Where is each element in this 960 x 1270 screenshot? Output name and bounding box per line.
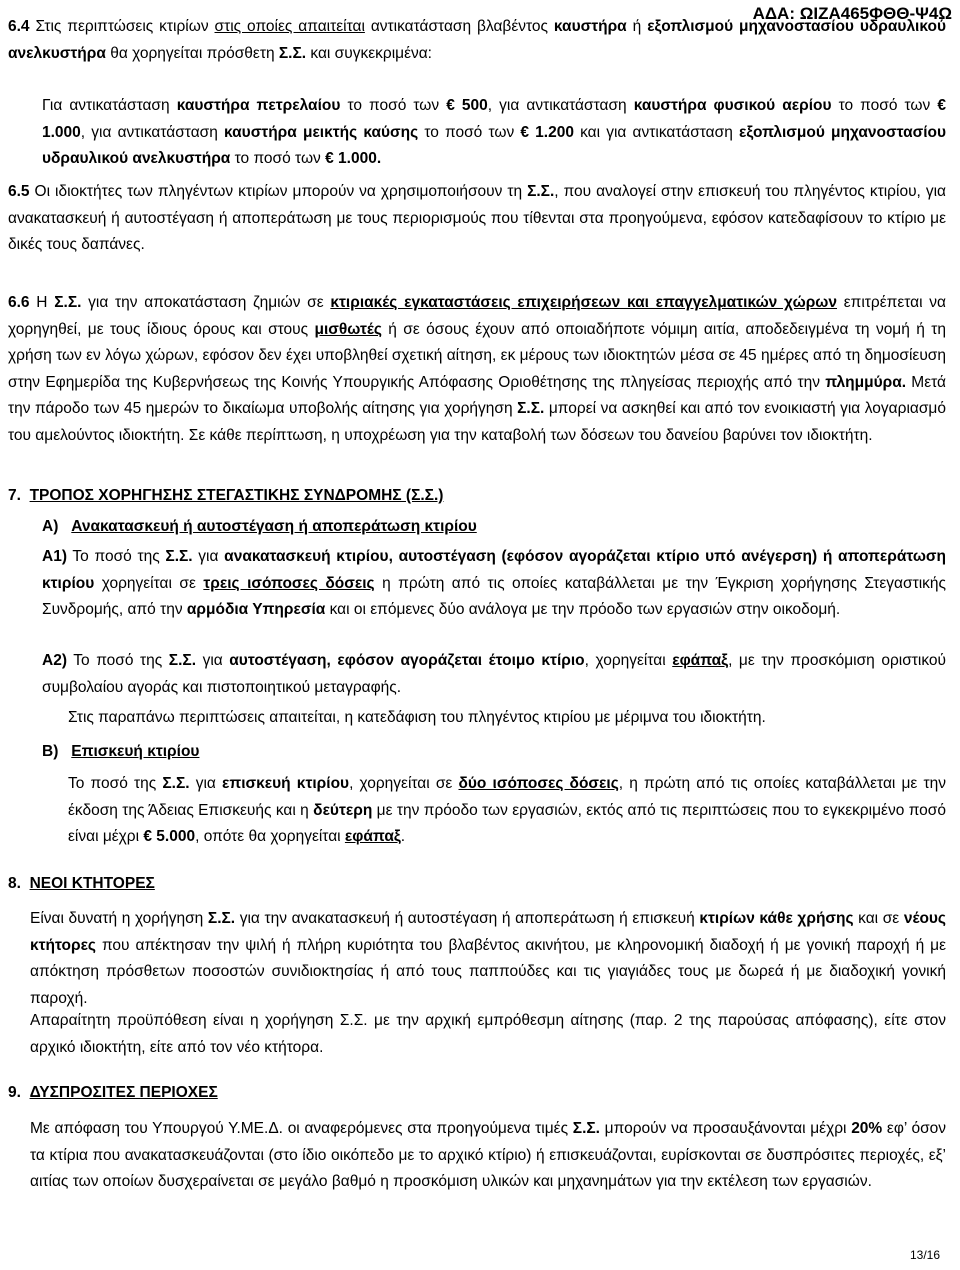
text-run: δεύτερη: [313, 801, 373, 819]
text-run: Σ.Σ.: [207, 910, 236, 927]
text-run: 6.5: [8, 183, 30, 200]
text-run: ανακατασκευή κτιρίου, αυτοστέγαση (εφόσον αγοράζεται κτίριο υπό ανέγερση) ή αποπεράτωση κτιρίου: [42, 548, 946, 592]
section-8-heading: [8, 871, 946, 898]
text-run: Το ποσό της: [66, 548, 166, 565]
text-run: καυστήρα πετρελαίου: [176, 97, 341, 114]
text-run: ή σε όσους έχουν από οποιαδήποτε νόμιμη αιτία, αποδεδειγμένα τη νομή ή τη χρήση των εν λόγω χώρων, εφόσον δεν έχει υποβληθεί σχετική αίτηση, εκ μέρους των ιδιοκτητών μέσα σε 45 ημέρες από τη δημοσίευση στην Εφημερίδα της Κυβερνήσεως της Κοινής Υπουργικής Απόφασης Οριοθέτησης της πληγείσας περιοχής από την: [8, 320, 946, 391]
ada-code: ΑΔΑ: ΩΙΖΑ465ΦΘΘ-Ψ4Ω: [752, 4, 952, 23]
text-run: Για αντικατάσταση: [42, 97, 177, 114]
text-run: μισθωτές: [314, 320, 382, 338]
text-run: Το ποσό της: [68, 775, 163, 792]
text-run: νέους κτήτορες: [30, 910, 946, 954]
text-run: επισκευή κτιρίου: [222, 775, 350, 792]
subsection-number: Α): [42, 518, 59, 535]
text-run: , με την προσκόμιση οριστικού συμβολαίου αγοράς και πιστοποιητικού μεταγραφής.: [42, 652, 947, 696]
text-run: η πρώτη από τις οποίες καταβάλλεται με την Έγκριση χορήγησης Στεγαστικής Συνδρομής, από την: [42, 574, 946, 618]
section-number: 9.: [8, 1084, 21, 1101]
text-run: δύο ισόποσες δόσεις: [458, 775, 619, 792]
text-run: Σ.Σ.: [527, 183, 555, 200]
text-run: ή: [626, 18, 648, 35]
text-run: καυστήρα: [553, 18, 627, 35]
text-run: Με απόφαση του Υπουργού Υ.ΜΕ.Δ. οι αναφερόμενες στα προηγούμενα τιμές: [30, 1120, 573, 1137]
section-9-heading: [8, 1080, 946, 1107]
text-run: επιτρέπεται να χορηγηθεί, με τους ίδιους όρους και στους: [8, 294, 946, 338]
text-run: , χορηγείται: [584, 652, 673, 669]
text-run: καυστήρα φυσικού αερίου: [633, 97, 832, 114]
paragraph-6-4: [8, 14, 946, 67]
paragraph-9: [30, 1116, 946, 1196]
paragraph-6-6: [8, 290, 946, 449]
paragraph-b: [8, 771, 946, 851]
text-run: εφ’ όσον τα κτίρια που ανακατασκευάζονται (στο ίδιο οικόπεδο με το αρχικό κτίριο) ή επισκευάζονται, ευρίσκονται σε δυσπρόσιτες περιοχές, εξ’ αιτίας των οποίων δυσχεραίνεται σε μεγάλο βαθμό η προσκόμιση υλικών και μηχανημάτων για την εκτέλεση των εργασιών.: [30, 1120, 947, 1190]
text-run: εφάπαξ: [672, 652, 729, 669]
text-run: για: [189, 775, 223, 792]
text-run: € 1.000.: [325, 150, 382, 167]
section-title: ΔΥΣΠΡΟΣΙΤΕΣ ΠΕΡΙΟΧΕΣ: [29, 1084, 218, 1101]
text-run: .: [400, 828, 406, 845]
text-run: € 500: [446, 97, 488, 114]
text-run: εξοπλισμού μηχανοστασίου υδραυλικού ανελκυστήρα: [42, 123, 946, 167]
text-run: αυτοστέγαση, εφόσον αγοράζεται έτοιμο κτίριο: [229, 652, 585, 669]
text-run: κτιρίων κάθε χρήσης: [699, 910, 854, 927]
text-run: για: [196, 652, 230, 669]
subsection-title: Ανακατασκευή ή αυτοστέγαση ή αποπεράτωση κτιρίου: [71, 518, 477, 535]
section-title: ΤΡΟΠΟΣ ΧΟΡΗΓΗΣΗΣ ΣΤΕΓΑΣΤΙΚΗΣ ΣΥΝΔΡΟΜΗΣ (Σ.Σ.): [29, 487, 444, 504]
text-run: και συγκεκριμένα:: [306, 44, 432, 62]
section-number: 8.: [8, 875, 21, 892]
paragraph-a1: [8, 544, 946, 624]
text-run: το ποσό των: [340, 97, 447, 114]
text-run: μπορούν να προσαυξάνονται μέχρι: [599, 1120, 852, 1137]
text-run: 6.6: [8, 294, 30, 311]
text-run: καυστήρα μεικτής καύσης: [224, 123, 419, 141]
text-run: € 5.000: [143, 828, 196, 845]
paragraph-a2: [8, 648, 946, 701]
section-7-heading: [8, 483, 946, 510]
text-run: πλημμύρα.: [825, 373, 907, 391]
text-run: Η: [29, 294, 55, 311]
text-run: με την πρόοδο των εργασιών, εκτός από τις περιπτώσεις που το εγκεκριμένο ποσό είναι μέχρι: [68, 801, 946, 845]
text-run: εφάπαξ: [344, 828, 401, 845]
paragraph-6-4-amounts: [8, 93, 946, 173]
text-run: Σ.Σ.: [278, 44, 307, 62]
text-run: αρμόδια Υπηρεσία: [186, 601, 326, 618]
text-run: 6.4: [8, 18, 30, 35]
text-run: , για αντικατάσταση: [80, 123, 225, 141]
subsection-b-heading: [8, 739, 946, 766]
subsection-number: Β): [42, 743, 59, 760]
text-run: Σ.Σ.: [54, 294, 82, 311]
text-run: Είναι δυνατή η χορήγηση: [30, 910, 208, 927]
text-run: € 1.000: [42, 97, 946, 141]
page-number: 13/16: [909, 1248, 940, 1262]
text-run: , χορηγείται σε: [349, 775, 459, 792]
text-run: και οι επόμενες δύο ανάλογα με την πρόοδο των εργασιών στην οικοδομή.: [325, 601, 841, 618]
text-run: και για αντικατάσταση: [573, 123, 739, 141]
text-run: εξοπλισμού μηχανοστασίου υδραυλικού ανελκυστήρα: [8, 18, 946, 62]
text-run: για την ανακατασκευή ή αυτοστέγαση ή αποπεράτωση ή επισκευή: [235, 910, 700, 927]
text-run: αντικατάσταση βλαβέντος: [364, 18, 554, 35]
text-run: , για αντικατάσταση: [487, 97, 634, 114]
section-title: ΝΕΟΙ ΚΤΗΤΟΡΕΣ: [29, 875, 155, 892]
text-run: και σε: [853, 910, 904, 927]
text-run: Το ποσό της: [66, 652, 169, 669]
text-run: το ποσό των: [418, 123, 521, 141]
text-run: μπορεί να ασκηθεί και από τον ενοικιαστή για λογαριασμό του αμελούντος ιδιοκτήτη. Σε κάθε περίπτωση, η υποχρέωση για την καταβολή των δόσεων του δανείου βαρύνει τον ιδιοκτήτη.: [8, 400, 946, 444]
text-run: χορηγείται σε: [94, 574, 204, 592]
text-run: για την αποκατάσταση ζημιών σε: [81, 294, 331, 311]
section-number: 7.: [8, 487, 21, 504]
paragraph-6-5: [8, 179, 946, 259]
text-run: που απέκτησαν την ψιλή ή πλήρη κυριότητα του βλαβέντος ακινήτου, με κληρονομική διαδοχή ή με γονική παροχή ή με απόκτηση πρόσθετων ποσοστών συνιδιοκτησίας ή από τους παππούδες και τις γιαγιάδες τους με δωρεά ή με διαδοχική γονική παροχή.: [30, 936, 946, 1007]
text-run: για: [192, 548, 225, 565]
text-run: , που αναλογεί στην επισκευή του πληγέντος κτιρίου, για ανακατασκευή ή αυτοστέγαση ή αποπεράτωση με τους περιορισμούς που τίθενται στα προηγούμενα, εφόσον κατεδαφίσουν το κτίριο με δικές τους δαπάνες.: [8, 183, 946, 253]
paragraph-a-note: Στις παραπάνω περιπτώσεις απαιτείται, η κατεδάφιση του πληγέντος κτιρίου με μέριμνα του ιδιοκτήτη.: [68, 709, 766, 726]
text-run: Σ.Σ.: [517, 400, 545, 417]
text-run: το ποσό των: [230, 150, 326, 167]
text-run: , οπότε θα χορηγείται: [195, 828, 345, 845]
subsection-a-heading: [8, 514, 946, 541]
text-run: Στις περιπτώσεις κτιρίων: [29, 18, 215, 35]
text-run: τρεις ισόποσες δόσεις: [203, 574, 375, 592]
text-run: Μετά την πάροδο των 45 ημερών το δικαίωμα υποβολής αίτησης για χορήγηση: [8, 373, 946, 417]
text-run: € 1.200: [520, 123, 574, 141]
text-run: 20%: [851, 1120, 883, 1137]
text-run: Οι ιδιοκτήτες των πληγέντων κτιρίων μπορούν να χρησιμοποιήσουν τη: [29, 183, 528, 200]
text-run: Σ.Σ.: [162, 775, 190, 792]
text-run: Σ.Σ.: [165, 548, 193, 565]
text-run: Α2): [42, 652, 67, 669]
text-run: , η πρώτη από τις οποίες καταβάλλεται με την έκδοση της Άδειας Επισκευής και η: [68, 775, 946, 819]
text-run: στις οποίες απαιτείται: [214, 18, 365, 35]
text-run: το ποσό των: [831, 97, 938, 114]
text-run: Α1): [42, 548, 67, 565]
text-run: Σ.Σ.: [168, 652, 197, 669]
text-run: κτιριακές εγκαταστάσεις επιχειρήσεων και επαγγελματικών χώρων: [330, 294, 838, 311]
paragraph-8: [30, 906, 946, 1012]
text-run: Σ.Σ.: [572, 1120, 600, 1137]
paragraph-8-condition: Απαραίτητη προϋπόθεση είναι η χορήγηση Σ.Σ. με την αρχική εμπρόθεσμη αίτησης (παρ. 2 της παρούσας απόφασης), είτε στον αρχικό ιδιοκτήτη, είτε από τον νέο κτήτορα.: [30, 1012, 946, 1056]
text-run: θα χορηγείται πρόσθετη: [105, 44, 279, 62]
subsection-title: Επισκευή κτιρίου: [71, 743, 200, 760]
